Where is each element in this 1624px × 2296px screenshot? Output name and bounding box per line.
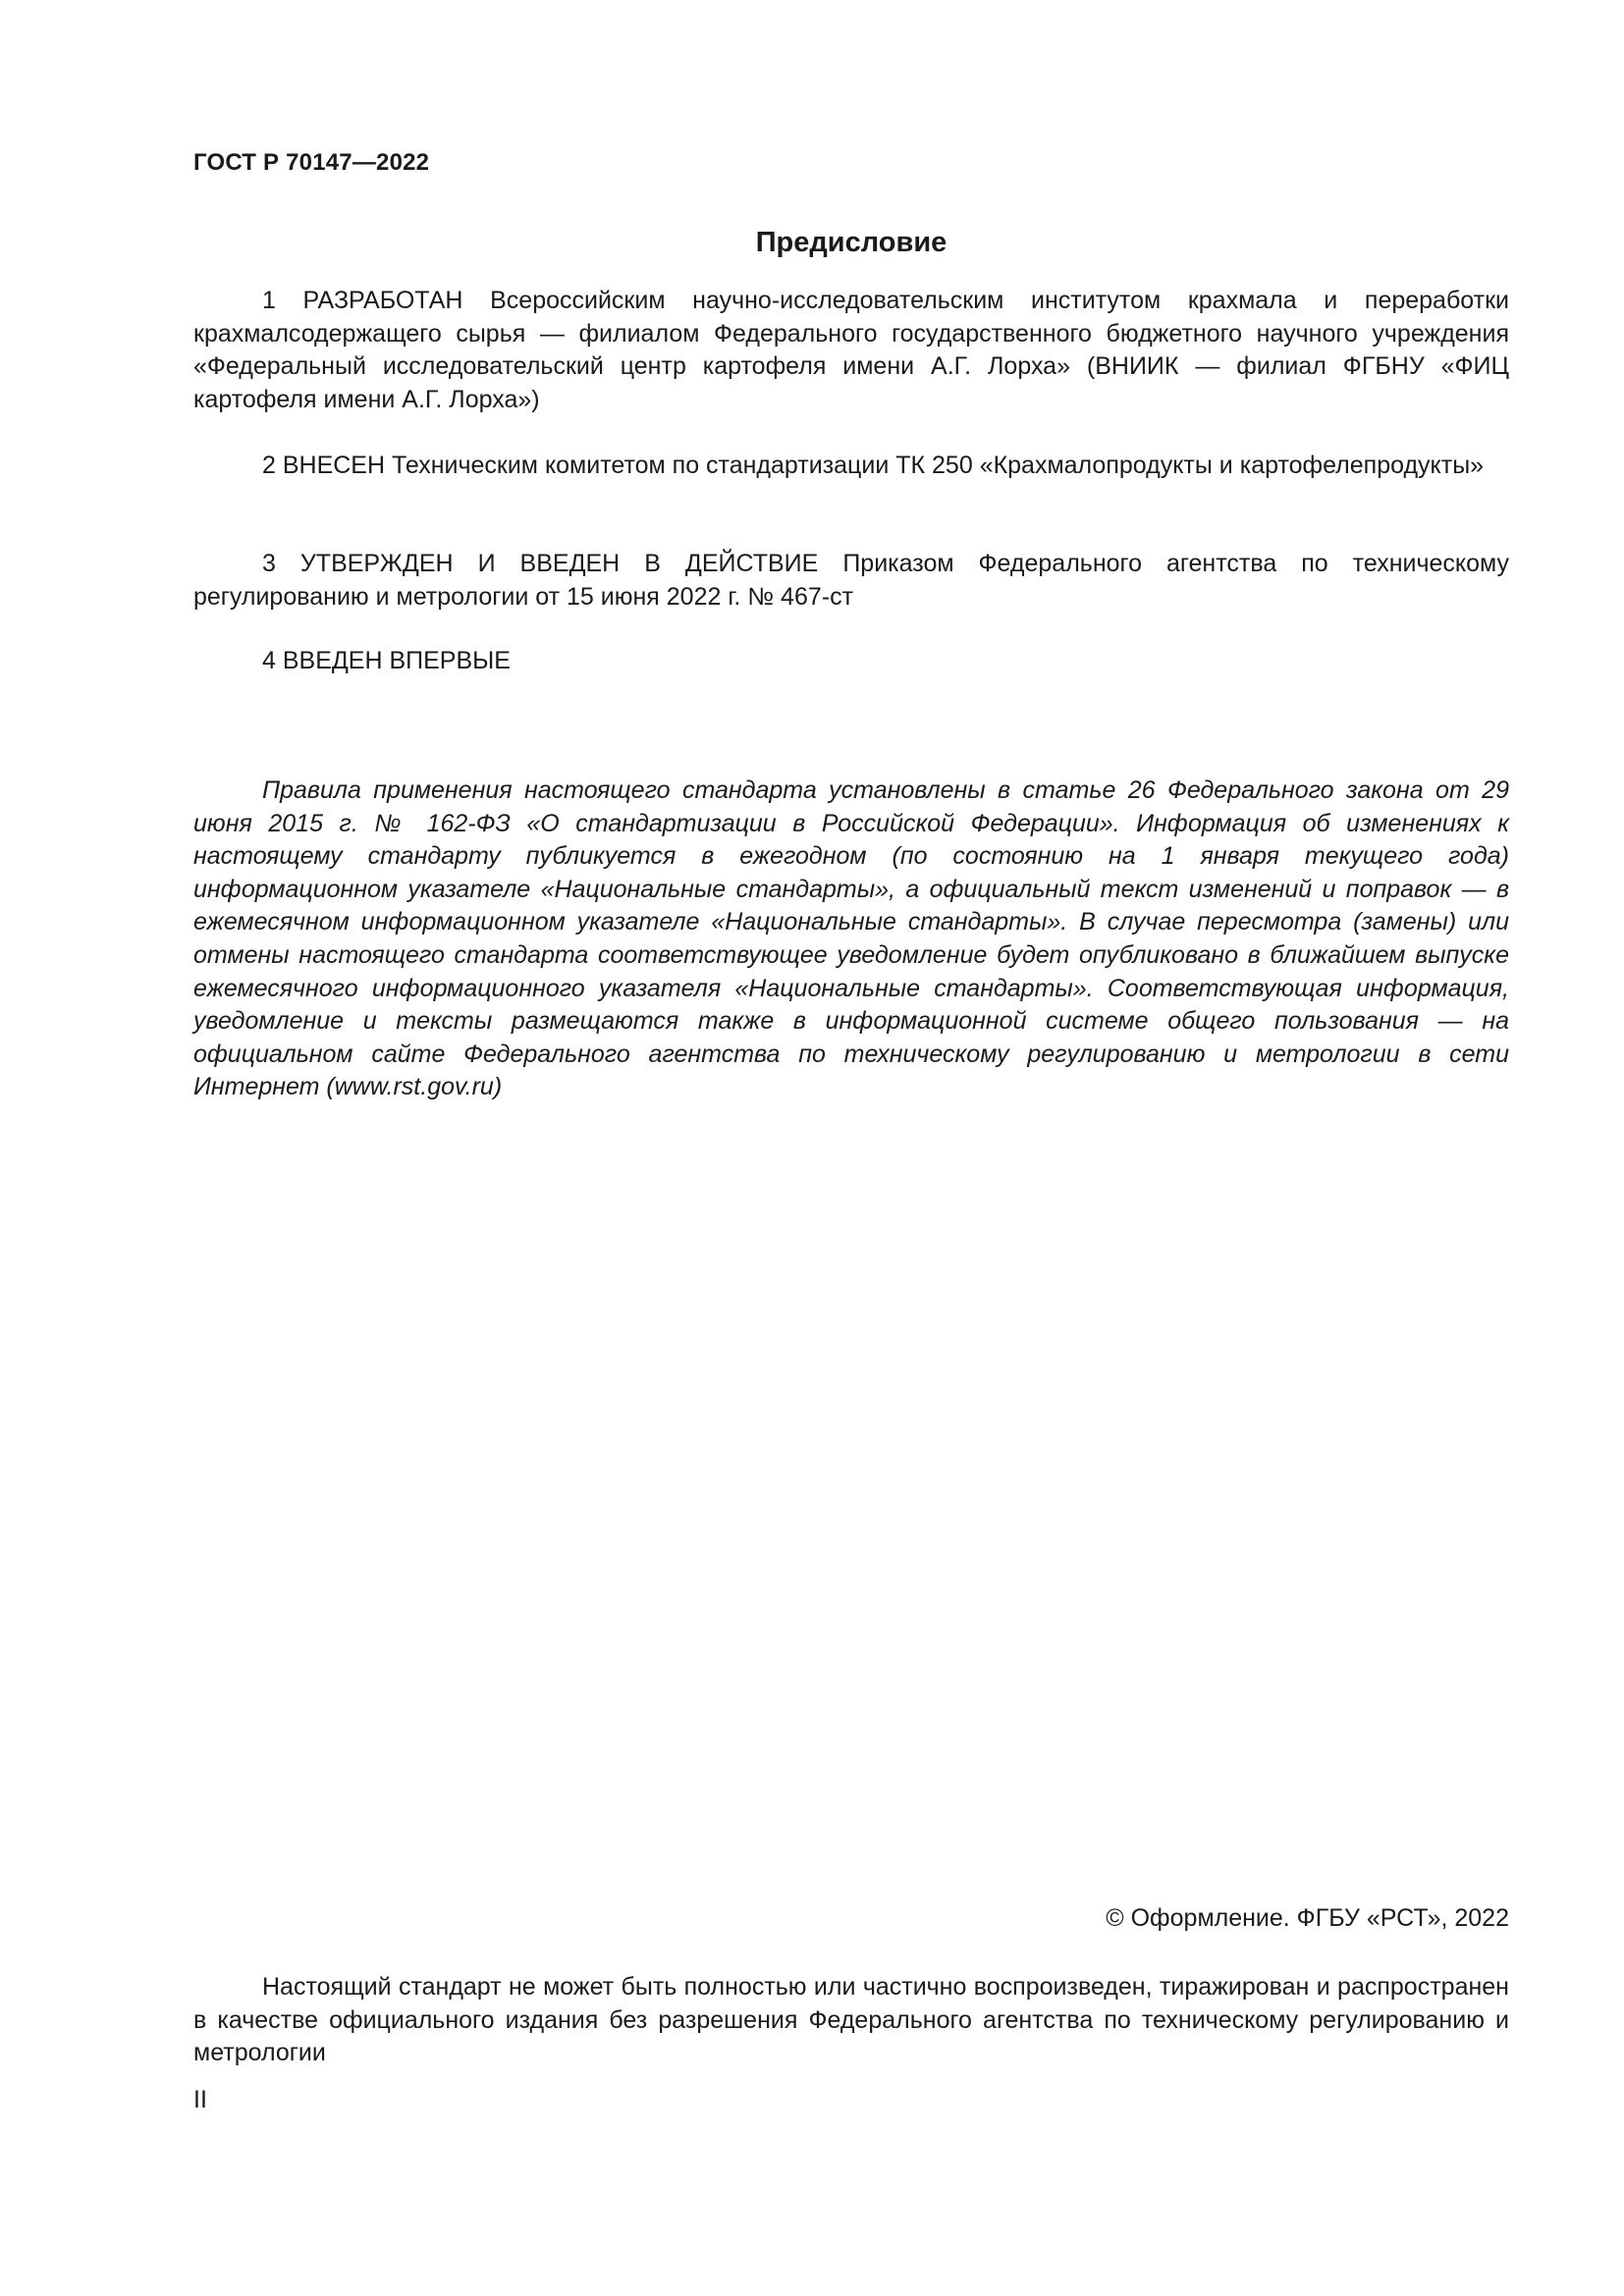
foreword-item-first-time: 4 ВВЕДЕН ВПЕРВЫЕ <box>262 647 511 674</box>
application-rules-note: Правила применения настоящего стандарта установлены в статье 26 Федерального закона от 29 июня 2015 г. № 162-ФЗ «О стандартизации в Российской Федерации». Информация об изменениях к настоящему стандарту публикуется в ежегодном (по состоянию на 1 января текущего года) информационном указателе «Национальные стандарты», а официальный текст изменений и поправок — в ежемесячном информационном указателе «Национальные стандарты». В случае пересмотра (замены) или отмены настоящего стандарта соответствующее уведомление будет опубликовано в ближайшем выпуске ежемесячного информационного указателя «Национальные стандарты». Соответствующая информация, уведомление и тексты размещаются также в информационной системе общего пользования — на официальном сайте Федерального агентства по техническому регулированию и метрологии в сети Интернет (www.rst.gov.ru) <box>193 776 1509 1101</box>
page-number: II <box>193 2086 207 2113</box>
copyright-line: © Оформление. ФГБУ «РСТ», 2022 <box>1106 1904 1509 1932</box>
document-code: ГОСТ Р 70147—2022 <box>193 149 430 176</box>
foreword-item-developed: 1 РАЗРАБОТАН Всероссийским научно-исследовательским институтом крахмала и переработки крахмалсодержащего сырья — филиалом Федерального государственного бюджетного научного учреждения «Федеральный исследовательский центр картофеля имени А.Г. Лорха» (ВНИИК — филиал ФГБНУ «ФИЦ картофеля имени А.Г. Лорха») <box>193 287 1509 413</box>
foreword-item-introduced: 2 ВНЕСЕН Техническим комитетом по стандартизации ТК 250 «Крахмалопродукты и картофелепродукты» <box>262 452 1485 479</box>
reproduction-notice: Настоящий стандарт не может быть полностью или частично воспроизведен, тиражирован и распространен в качестве официального издания без разрешения Федерального агентства по техническому регулированию и метрологии <box>193 1973 1509 2066</box>
page-title: Предисловие <box>755 227 947 258</box>
foreword-item-approved: 3 УТВЕРЖДЕН И ВВЕДЕН В ДЕЙСТВИЕ Приказом Федерального агентства по техническому регулированию и метрологии от 15 июня 2022 г. № 467-ст <box>193 550 1509 611</box>
